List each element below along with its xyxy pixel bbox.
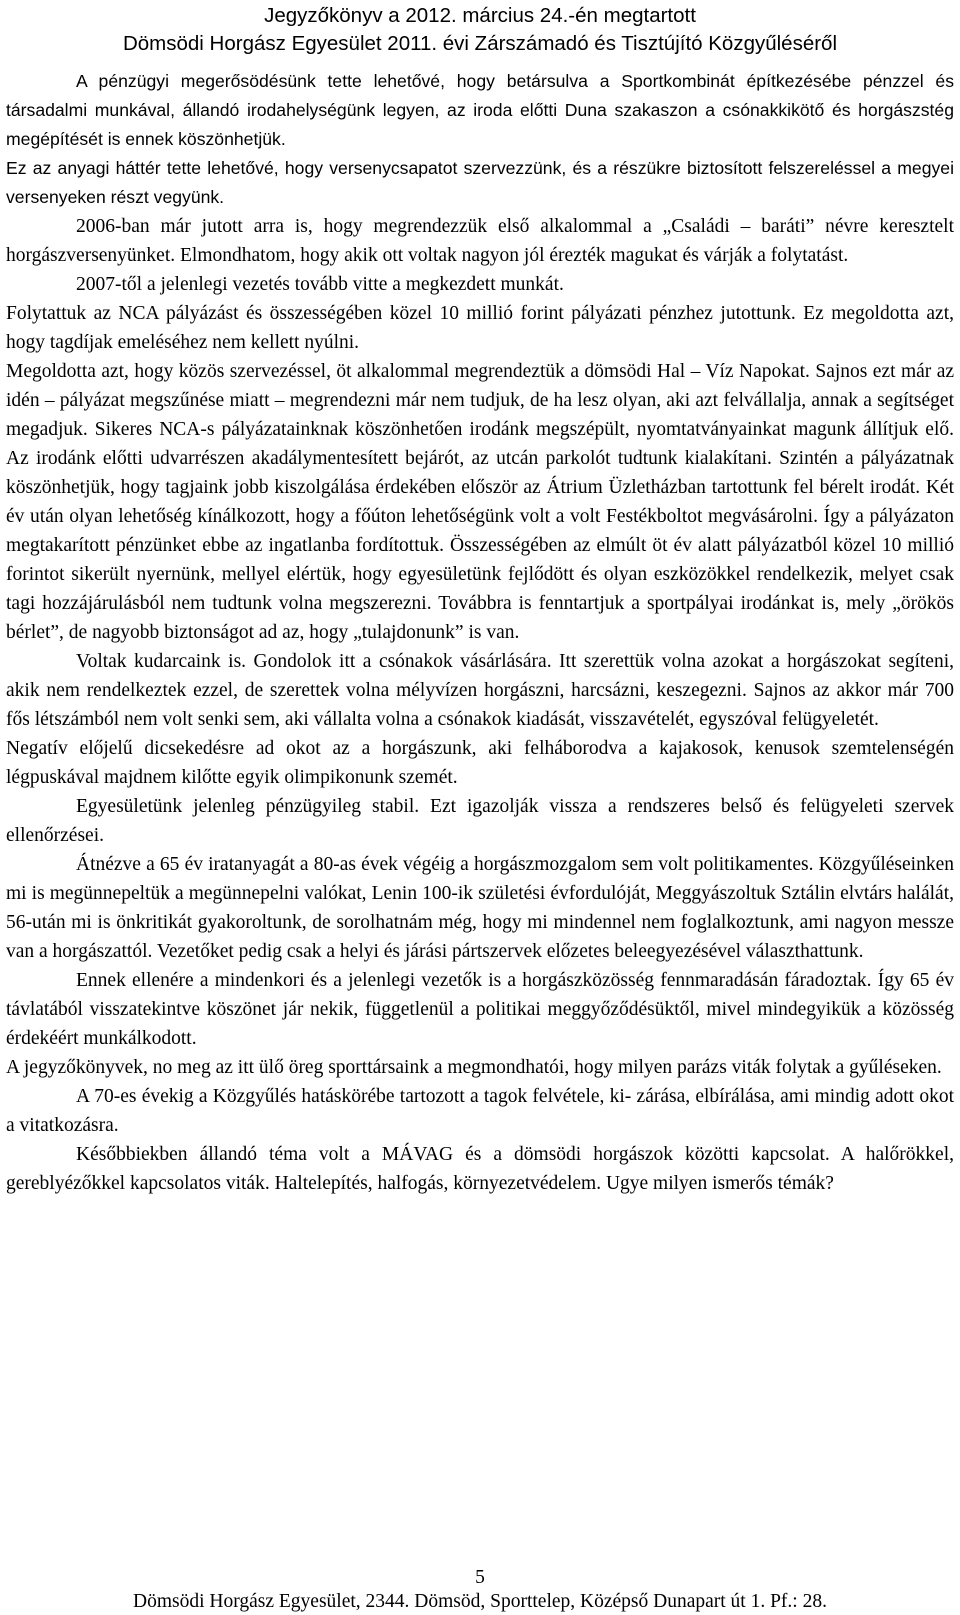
document-body bbox=[6, 67, 954, 1198]
paragraph-leaders-thanks: Ennek ellenére a mindenkori és a jelenlegi vezetők is a horgászközösség fennmaradásán fáradoztak. Így 65 év távlatából visszatekintve köszönet jár nekik, függetlenül a politikai meggyőződésüktől, mivel mindegyikük a közösség érdekéért munkálkodott. bbox=[6, 970, 954, 1049]
header-title-line-1: Jegyzőkönyv a 2012. március 24.-én megtartott bbox=[264, 4, 696, 27]
paragraph-financial-strength: A pénzügyi megerősödésünk tette lehetővé, hogy betársulva a Sportkombinát építkezésébe pénzzel és társadalmi munkával, állandó irodahelységünk legyen, az iroda előtti Duna szakaszon a csónakkikötő és horgászstég megépítését is ennek köszönhetjük. bbox=[6, 71, 954, 149]
paragraph-2007: 2007-től a jelenlegi vezetés tovább vitte a megkezdett munkát. bbox=[76, 274, 564, 295]
footer-address: Dömsödi Horgász Egyesület, 2344. Dömsöd, Sporttelep, Középső Dunapart út 1. Pf.: 28. bbox=[133, 1591, 827, 1612]
paragraph-family-contest: 2006-ban már jutott arra is, hogy megrendezzük első alkalommal a „Családi – baráti” névre keresztelt horgászversenyünket. Elmondhatom, hogy akik ott voltak nagyon jól érezték magukat és várják a folytatást. bbox=[6, 216, 954, 266]
paragraph-fish-water-days: Megoldotta azt, hogy közös szervezéssel, öt alkalommal megrendeztük a dömsödi Hal – Víz Napokat. Sajnos ezt már az idén – pályázat megszűnése miatt – megrendezni már nem tudjuk, de ha lesz olyan, aki azt felvállalja, annak a segítséget megadjuk. Sikeres NCA-s pályázatainknak köszönhetően irodánk megszépült, nyomtatványainkat magunk állítjuk elő. Az irodánk előtti udvarrészen akadálymentesített bejárót, az utcán parkolót tudtunk kialakítani. Szintén a pályázatnak köszönhetjük, hogy tagjaink jobb kiszolgálása érdekében először az Átrium Üzletházban tartottunk fel bérelt irodát. Két év után olyan lehetőség kínálkozott, hogy a főúton lehetőségünk volt a volt Festékboltot megvásárolni. Így a pályázaton megtakarított pénzünket ebbe az ingatlanba fordítottuk. Összességében az elmúlt öt év alatt pályázatból közel 10 millió forintot sikerült nyernünk, mellyel elértük, hogy egyesületünk fejlődött és olyan eszközökkel rendelkezik, melyet csak tagi hozzájárulásból nem tudtunk volna megszerezni. Továbbra is fenntartjuk a sportpályai irodánkat is, mely „örökös bérlet”, de nagyobb biztonságot ad az, hogy „tulajdonunk” is van. bbox=[6, 361, 954, 643]
page-header bbox=[0, 2, 960, 58]
paragraph-failures: Voltak kudarcaink is. Gondolok itt a csónakok vásárlására. Itt szerettük volna azokat a horgászokat segíteni, akik nem rendelkeztek ezzel, de szerettek volna mélyvízen horgászni, harcsázni, keszegezni. Sajnos az akkor már 700 fős létszámból nem volt senki sem, aki vállalta volna a csónakok kiadását, visszavételét, egyszóval felügyeletét. bbox=[6, 651, 954, 730]
paragraph-mavag-topics: Későbbiekben állandó téma volt a MÁVAG és a dömsödi horgászok közötti kapcsolat. A halőrökkel, gereblyézőkkel kapcsolatos viták. Haltelepítés, halfogás, környezetvédelem. Ugye milyen ismerős témák? bbox=[6, 1144, 954, 1194]
paragraph-membership-decisions: A 70-es évekig a Közgyűlés hatáskörébe tartozott a tagok felvétele, ki- zárása, elbírálása, ami mindig adott okot a vitatkozásra. bbox=[6, 1086, 954, 1136]
paragraph-nca-tender: Folytattuk az NCA pályázást és összességében közel 10 millió forint pályázati pénzhez jutottunk. Ez megoldotta azt, hogy tagdíjak emeléséhez nem kellett nyúlni. bbox=[6, 303, 954, 353]
header-title-line-2: Dömsödi Horgász Egyesület 2011. évi Zárszámadó és Tisztújító Közgyűléséről bbox=[122, 32, 838, 55]
paragraph-negative-boast: Negatív előjelű dicsekedésre ad okot az a horgászunk, aki felháborodva a kajakosok, kenusok szemtelenségén légpuskával majdnem kilőtte egyik olimpikonunk szemét. bbox=[6, 738, 954, 788]
paragraph-financial-stability: Egyesületünk jelenleg pénzügyileg stabil. Ezt igazolják vissza a rendszeres belső és felügyeleti szervek ellenőrzései. bbox=[6, 796, 954, 846]
page-number: 5 bbox=[475, 1567, 485, 1588]
paragraph-competition-team: Ez az anyagi háttér tette lehetővé, hogy versenycsapatot szervezzünk, és a részükre biztosított felszereléssel a megyei versenyeken részt vegyünk. bbox=[6, 158, 954, 207]
paragraph-minutes-debates: A jegyzőkönyvek, no meg az itt ülő öreg sporttársaink a megmondhatói, hogy milyen parázs viták folytak a gyűléseken. bbox=[6, 1057, 942, 1078]
paragraph-political-history: Átnézve a 65 év iratanyagát a 80-as évek végéig a horgászmozgalom sem volt politikamentes. Közgyűléseinken mi is megünnepeltük a megünnepelni valókat, Lenin 100-ik születési évfordulóját, Meggyászoltuk Sztálin elvtárs halálát, 56-után mi is önkritikát gyakoroltunk, de sorolhatnám még, hogy mi mindennel nem foglalkoztunk, ami nagyon messze van a horgászattól. Vezetőket pedig csak a helyi és járási pártszervek előzetes beleegyezésével választhattunk. bbox=[6, 854, 954, 962]
